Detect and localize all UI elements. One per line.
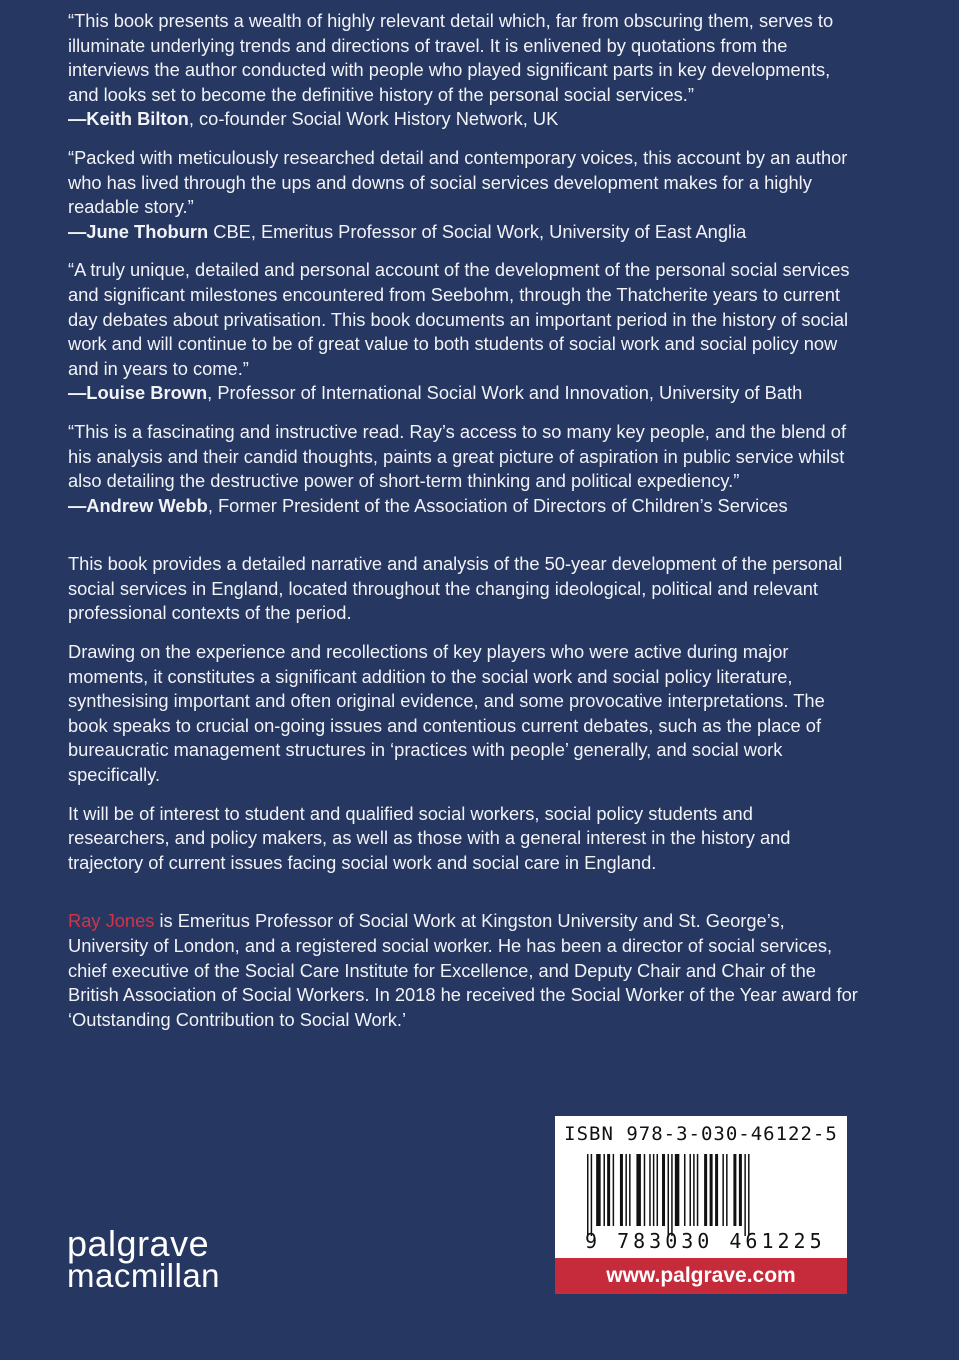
publisher-logo [67,1223,221,1294]
quote-text: “This book presents a wealth of highly relevant detail which, far from obscuring them, serves to illuminate underlying trends and directions of travel. It is enlivened by quotations from the interviews the author conducted with people who played significant parts in key developments, and looks set to become the definitive history of the personal social services.” [68,10,834,105]
quote-text: “Packed with meticulously researched detail and contemporary voices, this account by an author who has lived through the ups and downs of social services development makes for a highly readable story.” [68,146,848,218]
publisher-url: www.palgrave.com [555,1258,847,1294]
endorser-affiliation: , co-founder Social Work History Network, UK [188,108,559,130]
barcode-bar [649,1154,651,1226]
barcode-bar [607,1154,610,1226]
endorser-name: —Louise Brown [68,382,208,404]
endorsement [68,9,858,132]
barcode-bar [653,1154,655,1226]
barcode-bar [710,1154,713,1226]
author-name: Ray Jones [68,910,155,932]
author-bio-text: is Emeritus Professor of Social Work at Kingston University and St. George’s, University of London, and a registered social worker. He has been a director of social services, chief executive of the Social Care Institute for Excellence, and Deputy Chair and Chair of the British Association of Social Workers. In 2018 he received the Social Worker of the Year award for ‘Outstanding Contribution to Social Work.’ [68,910,858,1030]
barcode-bar [684,1154,686,1226]
endorser-name: —Keith Bilton [68,108,189,130]
author-bio [68,909,858,1032]
barcode-bar [644,1154,646,1226]
barcode-bar [675,1154,680,1226]
barcode-bar [636,1154,641,1226]
endorser-affiliation: , Professor of International Social Work and Innovation, University of Bath [207,382,803,404]
endorser-name: —June Thoburn [68,220,209,242]
barcode [555,1116,847,1258]
description-paragraph: Drawing on the experience and recollections of key players who were active during major moments, it constitutes a significant addition to the social work and social policy literature, synthesising important and often original evidence, and some provocative interpretations. The book speaks to crucial on-going issues and contentious current debates, such as the place of bureaucratic management structures in ‘practices with people’ generally, and social work specifically. [68,641,825,786]
barcode-bar [748,1154,750,1236]
barcode-bar [671,1154,673,1236]
barcode-bar [689,1154,691,1226]
barcode-bar [726,1154,728,1226]
barcode-bar [596,1154,601,1226]
barcode-bars [587,1154,817,1236]
barcode-bar [668,1154,670,1236]
barcode-bar [662,1154,665,1226]
endorsement [68,146,858,244]
barcode-bar [715,1154,718,1226]
endorser-name: —Andrew Webb [68,494,208,516]
barcode-digits: 9 783030 461225 [585,1229,826,1253]
barcode-bar [613,1154,615,1226]
endorser-affiliation: , Former President of the Association of Directors of Children’s Services [207,494,788,516]
logo-line-1: palgrave [67,1223,210,1264]
quote-text: “A truly unique, detailed and personal account of the development of the personal social services and significant milestones encountered from Seebohm, through the Thatcherite years to current day debates about privatisation. This book documents an important period in the history of social work and will continue to be of great value to both students of social work and social policy now and in years to come.” [68,259,850,379]
barcode-bar [591,1154,593,1236]
back-cover-text [68,9,858,1032]
logo-line-2: macmillan [67,1257,221,1294]
barcode-bar [625,1154,627,1226]
barcode-bar [693,1154,695,1226]
barcode-bar [697,1154,699,1226]
barcode-bar [629,1154,631,1226]
isbn-text: ISBN 978-3-030-46122-5 [564,1123,838,1145]
barcode-bar [739,1154,742,1226]
barcode-bar [657,1154,659,1226]
endorser-affiliation: CBE, Emeritus Professor of Social Work, University of East Anglia [208,220,747,242]
quote-text: “This is a fascinating and instructive read. Ray’s access to so many key people, and the blend of his analysis and their candid thoughts, paints a great picture of aspiration in public service whilst also detailing the destructive power of short-term thinking and political expediency.” [68,420,847,492]
barcode-bar [620,1154,623,1226]
description-paragraph: It will be of interest to student and qualified social workers, social policy students and researchers, and policy makers, as well as those with a general interest in the history and trajectory of current issues facing social work and social care in England. [68,802,791,873]
barcode-bar [722,1154,724,1226]
description-paragraph: This book provides a detailed narrative and analysis of the 50-year development of the personal social services in England, located throughout the changing ideological, political and relevant professional contexts of the period. [68,553,843,624]
barcode-bar [733,1154,736,1226]
barcode-bar [744,1154,746,1236]
barcode-bar [704,1154,707,1226]
endorsement [68,420,858,518]
barcode-bar [587,1154,589,1236]
barcode-bar [603,1154,605,1226]
endorsement [68,258,858,406]
